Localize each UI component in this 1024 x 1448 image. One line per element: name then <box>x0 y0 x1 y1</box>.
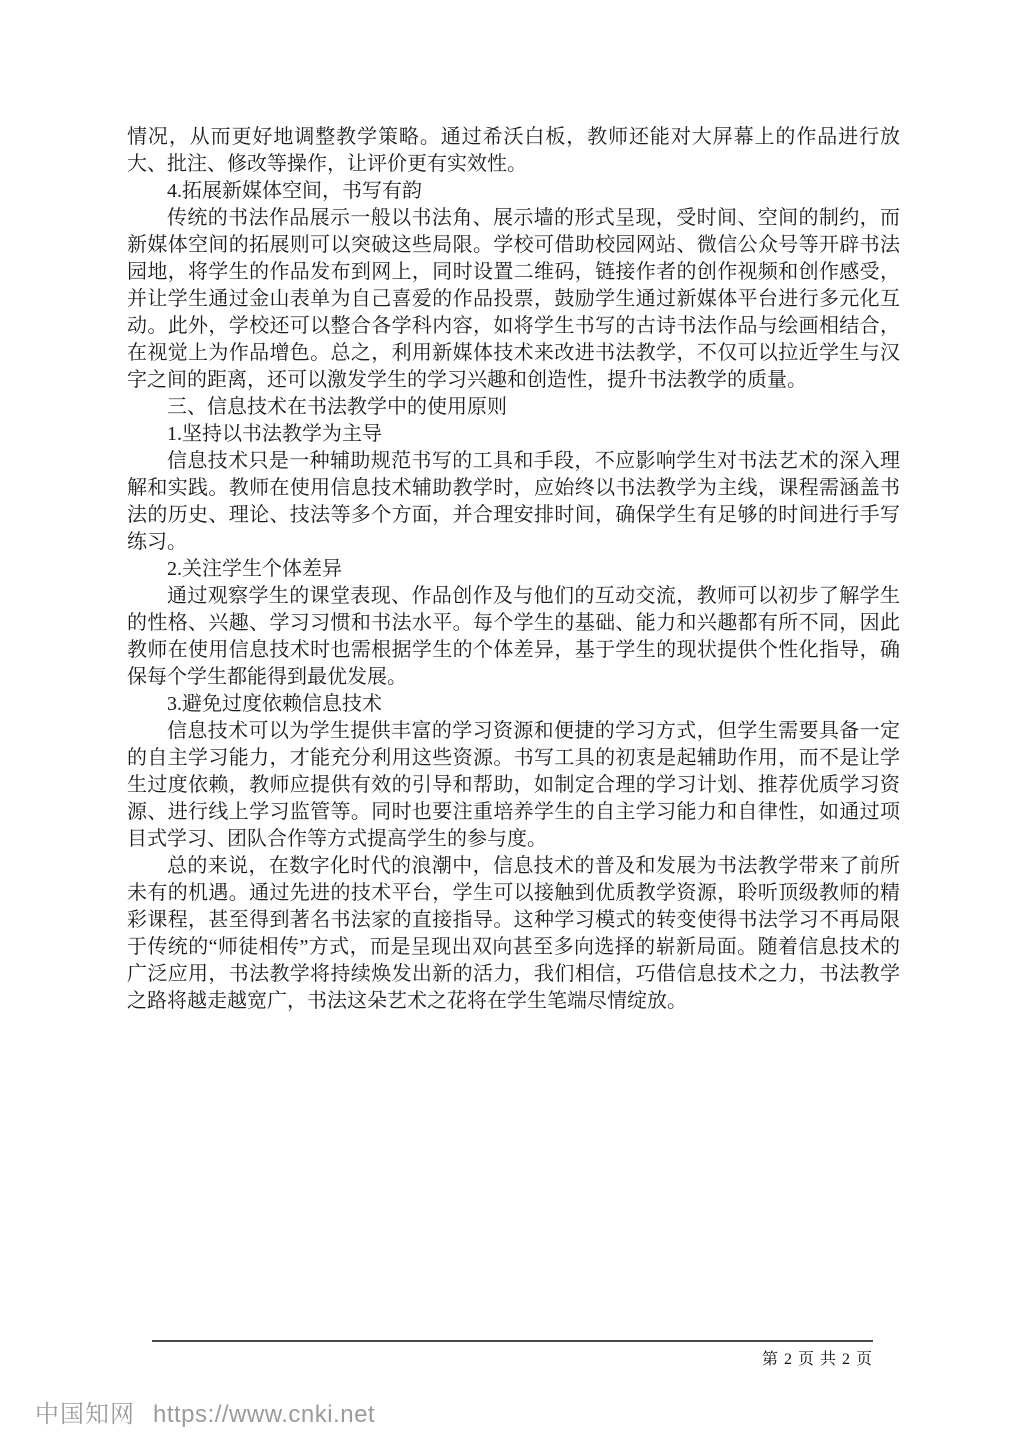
watermark <box>35 1394 375 1429</box>
watermark-site-name: 中国知网 <box>35 1401 135 1428</box>
watermark-site-url: https://www.cnki.net <box>153 1401 376 1428</box>
section-heading: 三、信息技术在书法教学中的使用原则 <box>167 396 507 418</box>
footer-divider <box>152 1340 873 1342</box>
section-heading: 4.拓展新媒体空间，书写有韵 <box>167 180 422 202</box>
paragraph: 情况，从而更好地调整教学策略。通过希沃白板，教师还能对大屏幕上的作品进行放大、批注、修改等操作，让评价更有实效性。 <box>127 126 900 175</box>
document-body <box>127 124 900 1015</box>
paragraph: 信息技术可以为学生提供丰富的学习资源和便捷的学习方式，但学生需要具备一定的自主学习能力，才能充分利用这些资源。书写工具的初衷是起辅助作用，而不是让学生过度依赖，教师应提供有效的引导和帮助，如制定合理的学习计划、推荐优质学习资源、进行线上学习监管等。同时也要注重培养学生的自主学习能力和自律性，如通过项目式学习、团队合作等方式提高学生的参与度。 <box>127 720 900 850</box>
paragraph: 传统的书法作品展示一般以书法角、展示墙的形式呈现，受时间、空间的制约，而新媒体空间的拓展则可以突破这些局限。学校可借助校园网站、微信公众号等开辟书法园地，将学生的作品发布到网上，同时设置二维码，链接作者的创作视频和创作感受，并让学生通过金山表单为自己喜爱的作品投票，鼓励学生通过新媒体平台进行多元化互动。此外，学校还可以整合各学科内容，如将学生书写的古诗书法作品与绘画相结合，在视觉上为作品增色。总之，利用新媒体技术来改进书法教学，不仅可以拉近学生与汉字之间的距离，还可以激发学生的学习兴趣和创造性，提升书法教学的质量。 <box>127 207 900 391</box>
paragraph: 总的来说，在数字化时代的浪潮中，信息技术的普及和发展为书法教学带来了前所未有的机遇。通过先进的技术平台，学生可以接触到优质教学资源，聆听顶级教师的精彩课程，甚至得到著名书法家的直接指导。这种学习模式的转变使得书法学习不再局限于传统的“师徒相传”方式，而是呈现出双向甚至多向选择的崭新局面。随着信息技术的广泛应用，书法教学将持续焕发出新的活力，我们相信，巧借信息技术之力，书法教学之路将越走越宽广，书法这朵艺术之花将在学生笔端尽情绽放。 <box>127 855 900 1012</box>
section-heading: 3.避免过度依赖信息技术 <box>167 693 382 715</box>
paragraph: 通过观察学生的课堂表现、作品创作及与他们的互动交流，教师可以初步了解学生的性格、兴趣、学习习惯和书法水平。每个学生的基础、能力和兴趣都有所不同，因此教师在使用信息技术时也需根据学生的个体差异，基于学生的现状提供个性化指导，确保每个学生都能得到最优发展。 <box>127 585 900 688</box>
section-heading: 2.关注学生个体差异 <box>167 558 342 580</box>
section-heading: 1.坚持以书法教学为主导 <box>167 423 382 445</box>
paragraph: 信息技术只是一种辅助规范书写的工具和手段，不应影响学生对书法艺术的深入理解和实践。教师在使用信息技术辅助教学时，应始终以书法教学为主线，课程需涵盖书法的历史、理论、技法等多个方面，并合理安排时间，确保学生有足够的时间进行手写练习。 <box>127 450 900 553</box>
page-number: 第 2 页 共 2 页 <box>761 1351 873 1368</box>
